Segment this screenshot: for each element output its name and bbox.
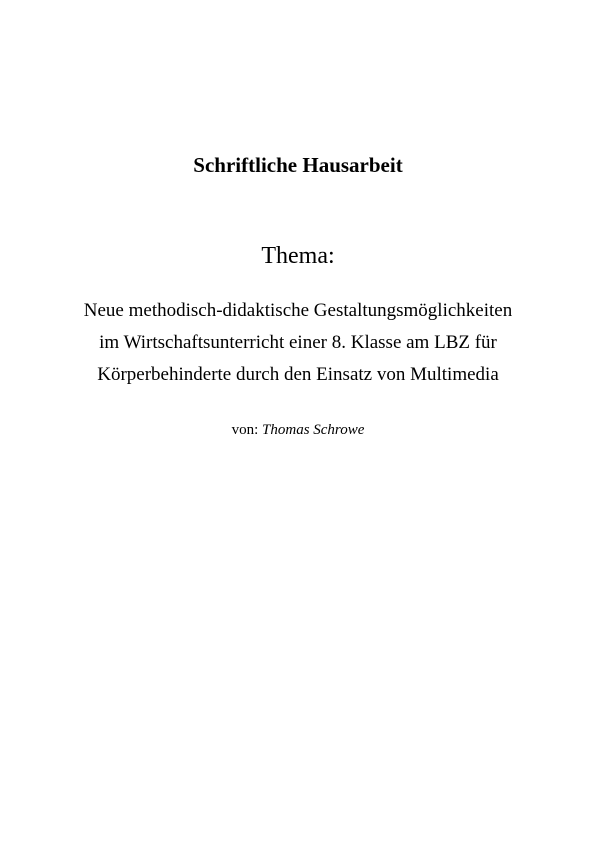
document-title: Schriftliche Hausarbeit [193, 153, 403, 177]
topic-line-3: Körperbehinderte durch den Einsatz von Multimedia [97, 364, 499, 385]
topic-line-1: Neue methodisch-didaktische Gestaltungsmöglichkeiten [83, 300, 513, 321]
thema-label: Thema: [261, 243, 335, 269]
author-prefix: von: [231, 422, 259, 438]
topic-line-2: im Wirtschaftsunterricht einer 8. Klasse am LBZ für [99, 332, 497, 353]
author-line [0, 420, 596, 440]
author-name: Thomas Schrowe [262, 422, 365, 438]
topic-text [0, 295, 596, 391]
